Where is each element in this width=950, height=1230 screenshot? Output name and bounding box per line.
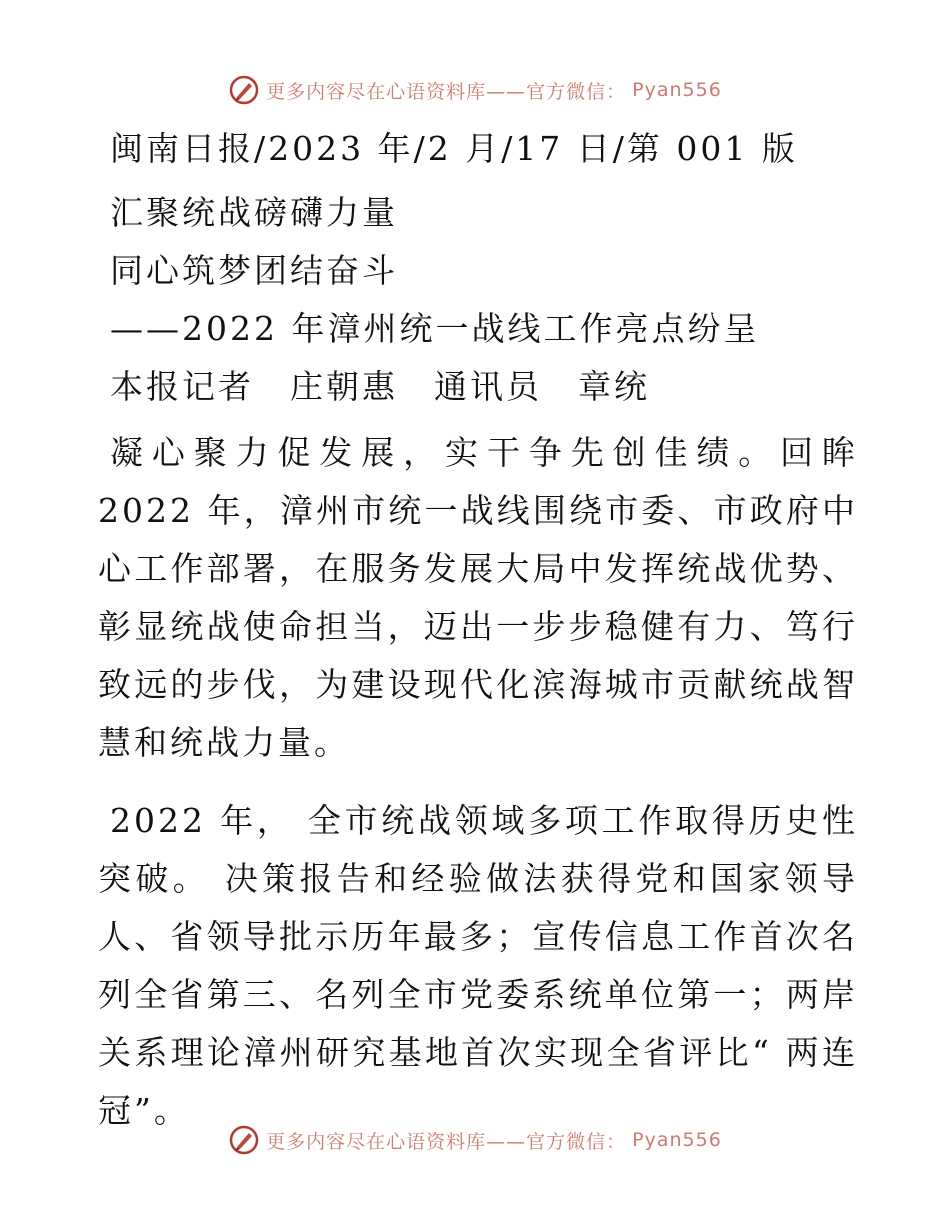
header-watermark xyxy=(0,70,950,110)
watermark-text: 更多内容尽在心语资料库——官方微信： xyxy=(266,80,627,103)
pen-circle-logo-icon xyxy=(228,1124,260,1156)
article-paragraph: 2022 年， 全市统战领域多项工作取得历史性突破。 决策报告和经验做法获得党和国家领导人、省领导批示历年最多；宣传信息工作首次名列全省第三、名列全市党委系统单位第一；两岸关系理论漳州研究基地首次实现全省评比“ 两连冠”。 xyxy=(98,801,858,1130)
article-title-line-2: 同心筑梦团结奋斗 xyxy=(110,251,398,290)
article-paragraph: 凝心聚力促发展，实干争先创佳绩。回眸 2022 年，漳州市统一战线围绕市委、市政府中心工作部署，在服务发展大局中发挥统战优势、彰显统战使命担当，迈出一步步稳健有力、笃行致远的步伐，为建设现代化滨海城市贡献统战智慧和统战力量。 xyxy=(98,433,858,762)
article-title-line-1: 汇聚统战磅礴力量 xyxy=(110,193,398,232)
watermark-wechat-id: Pyan556 xyxy=(632,1129,722,1151)
pen-circle-logo-icon xyxy=(228,74,260,106)
watermark-text: 更多内容尽在心语资料库——官方微信： xyxy=(266,1130,627,1153)
watermark-wechat-id: Pyan556 xyxy=(632,79,722,101)
article-byline: 本报记者 庄朝惠 通讯员 章统 xyxy=(110,367,650,406)
footer-watermark xyxy=(0,1120,950,1160)
article-body xyxy=(98,120,858,1140)
article-source: 闽南日报/2023 年/2 月/17 日/第 001 版 xyxy=(110,129,798,168)
article-subtitle: ——2022 年漳州统一战线工作亮点纷呈 xyxy=(110,309,760,348)
